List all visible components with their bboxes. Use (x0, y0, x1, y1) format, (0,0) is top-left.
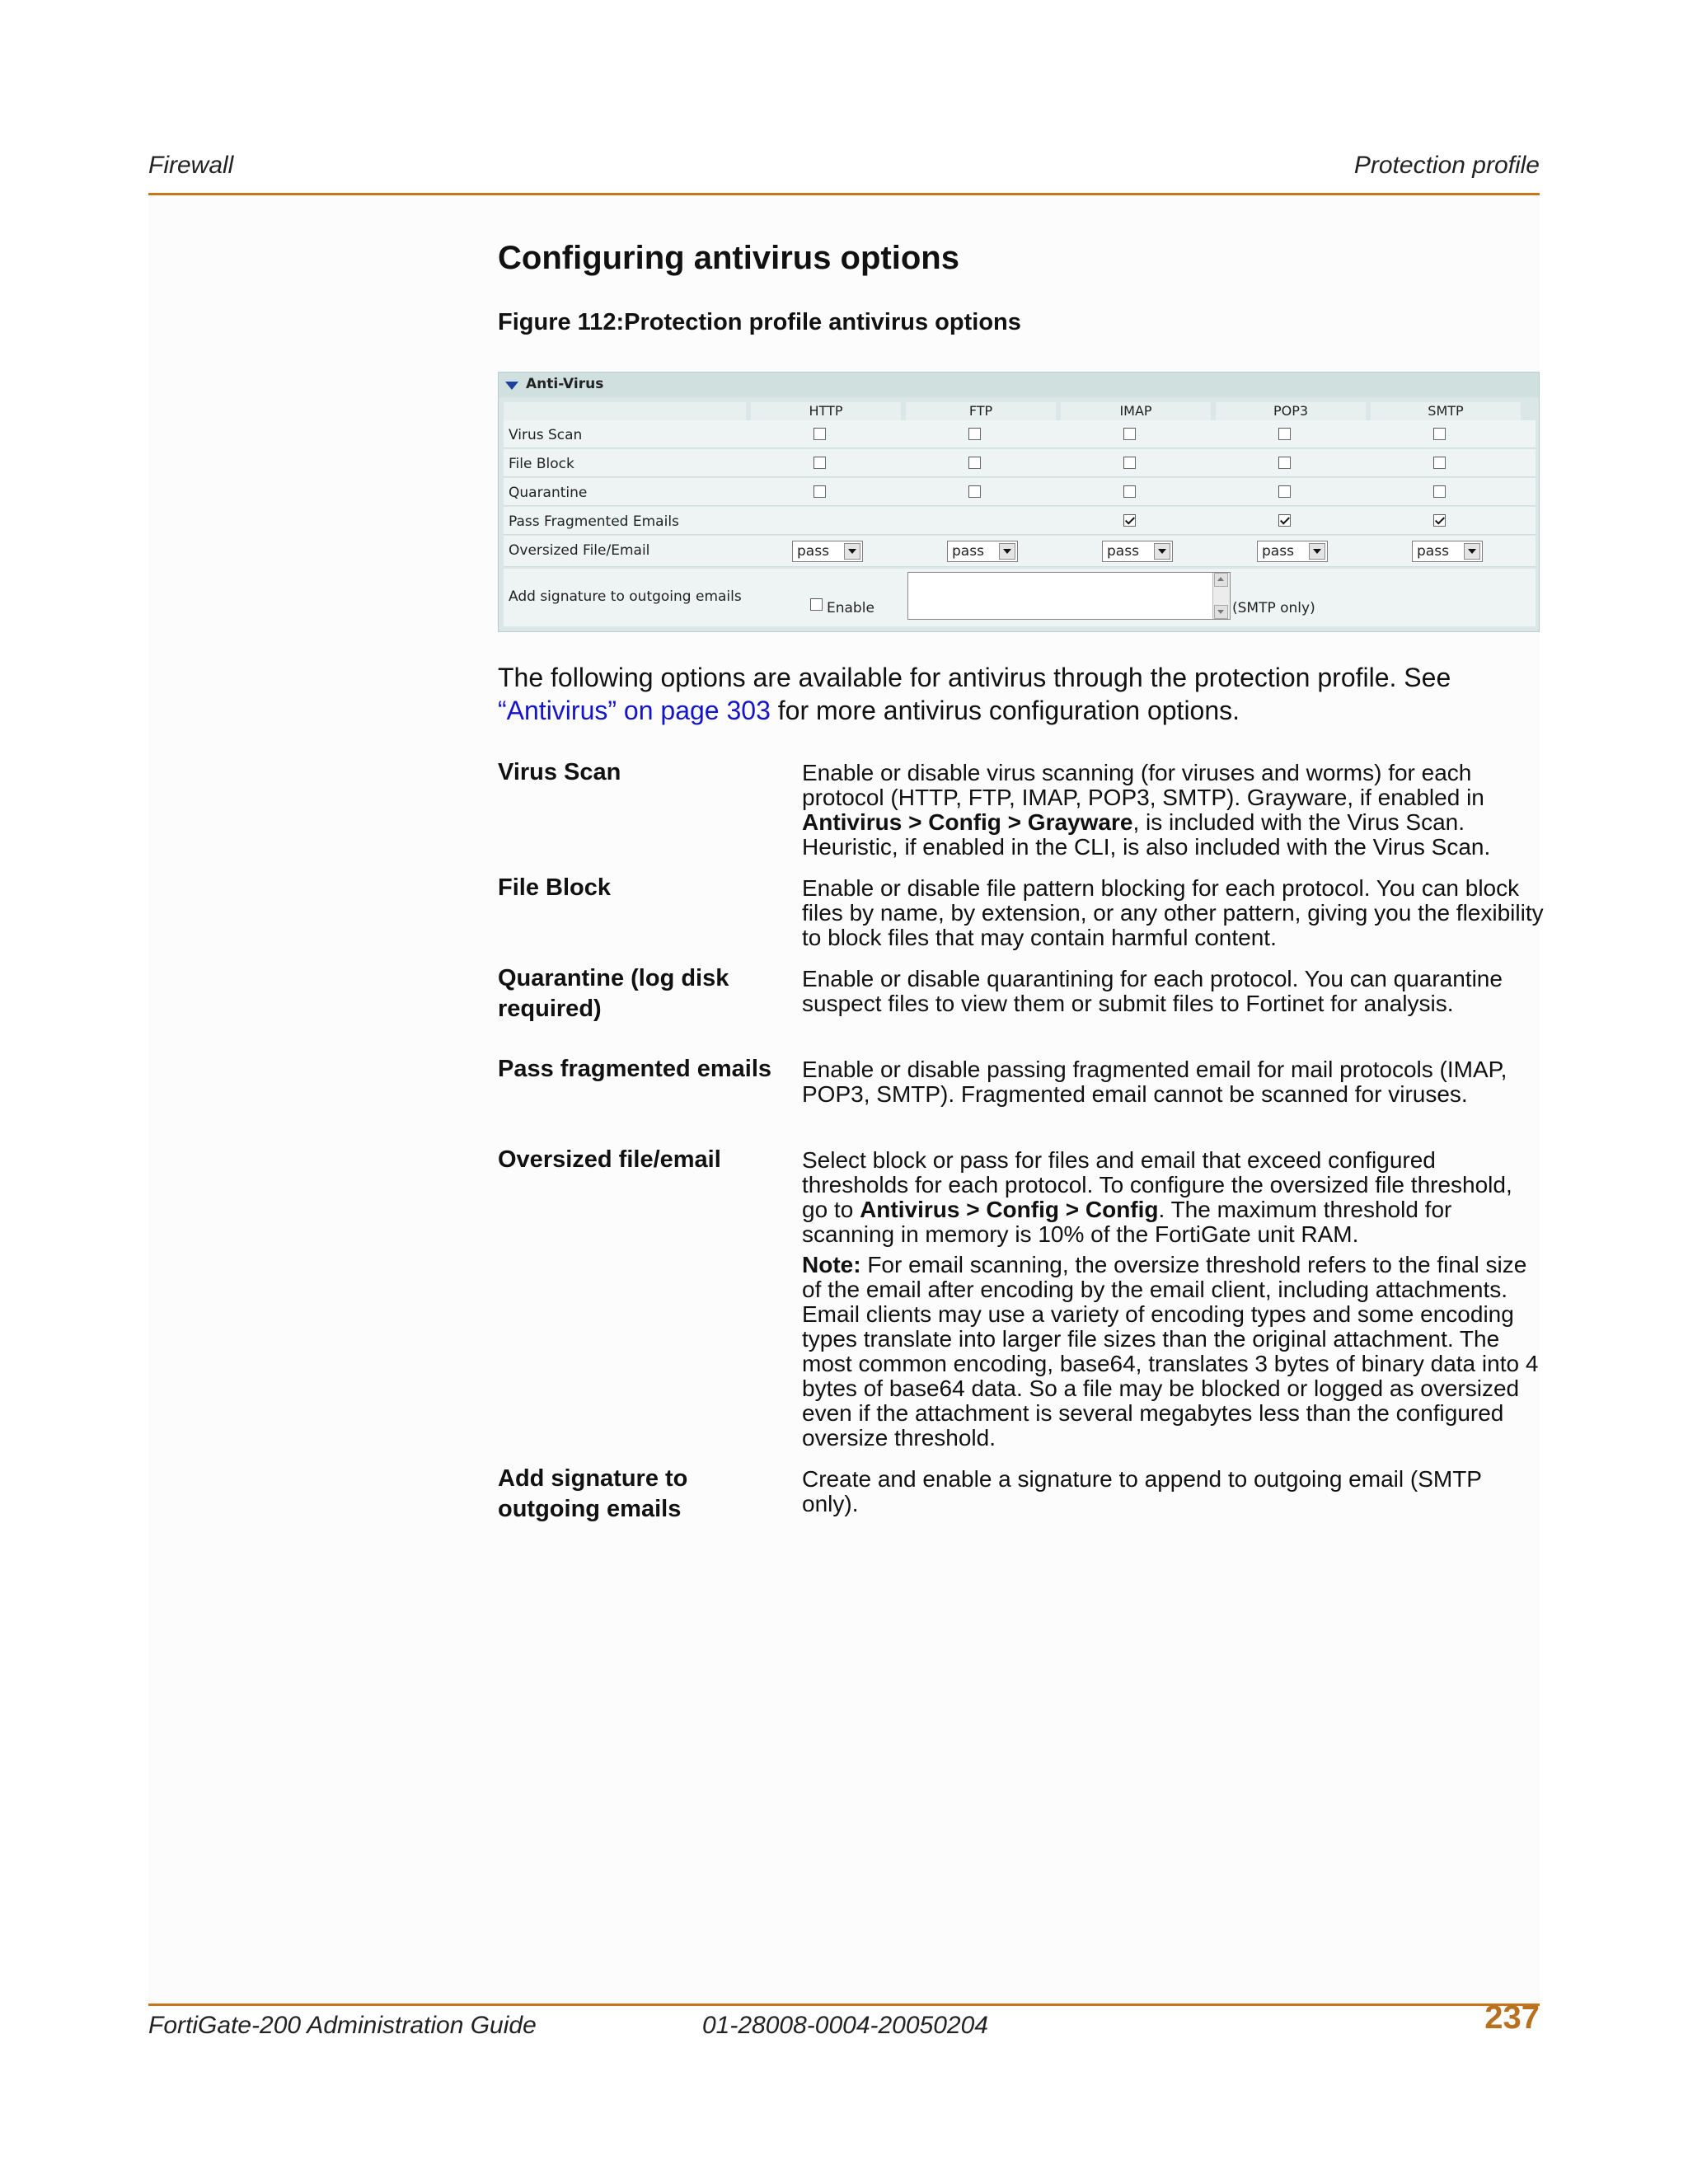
select-value: pass (1417, 543, 1449, 560)
quarantine-imap-checkbox[interactable] (1123, 485, 1136, 498)
desc-oversized (802, 1148, 1544, 1247)
footer-guide-title: FortiGate-200 Administration Guide (148, 2012, 537, 2039)
file-block-http-checkbox[interactable] (814, 457, 826, 469)
row-oversized (504, 536, 1536, 567)
note-label: Note: (802, 1252, 861, 1277)
virus-scan-pop3-checkbox[interactable] (1278, 428, 1291, 440)
desc-file-block: Enable or disable file pattern blocking for each protocol. You can block files by name, by extension, or any other pattern, giving you the flexibility to block files that may contain harmful content. (802, 875, 1544, 950)
row-label: Add signature to outgoing emails (509, 588, 742, 605)
row-label: File Block (509, 456, 574, 472)
oversized-pop3-select[interactable] (1257, 541, 1328, 562)
dropdown-arrow-icon[interactable] (844, 543, 860, 560)
header-chapter: Firewall (148, 152, 234, 179)
antivirus-panel (498, 372, 1540, 632)
menu-path: Antivirus > Config > Grayware (802, 809, 1133, 835)
dropdown-arrow-icon[interactable] (1154, 543, 1170, 560)
dropdown-arrow-icon[interactable] (1309, 543, 1325, 560)
figure-caption: Figure 112:Protection profile antivirus options (498, 309, 1021, 335)
virus-scan-imap-checkbox[interactable] (1123, 428, 1136, 440)
desc-text: . The maximum threshold for scanning in memory is 10% of the FortiGate unit RAM. (802, 1197, 1452, 1247)
intro-paragraph (498, 661, 1540, 727)
section-title: Configuring antivirus options (498, 240, 959, 276)
select-value: pass (952, 543, 984, 560)
virus-scan-http-checkbox[interactable] (814, 428, 826, 440)
select-value: pass (797, 543, 829, 560)
column-header-ftp: FTP (906, 402, 1056, 420)
row-label: Virus Scan (509, 427, 583, 443)
select-value: pass (1262, 543, 1294, 560)
column-header-http: HTTP (751, 402, 901, 420)
column-header-smtp: SMTP (1371, 402, 1521, 420)
desc-text: , is included with the Virus Scan. Heuristic, if enabled in the CLI, is also included with the Virus Scan. (802, 809, 1491, 860)
term-oversized: Oversized file/email (498, 1146, 721, 1173)
signature-enable-label: Enable (827, 600, 874, 616)
header-section: Protection profile (1353, 152, 1540, 179)
row-label: Quarantine (509, 485, 588, 501)
oversized-ftp-select[interactable] (947, 541, 1018, 562)
pass-fragmented-smtp-checkbox[interactable] (1433, 514, 1446, 527)
quarantine-smtp-checkbox[interactable] (1433, 485, 1446, 498)
desc-virus-scan (802, 761, 1544, 860)
column-header-pop3: POP3 (1216, 402, 1366, 420)
file-block-imap-checkbox[interactable] (1123, 457, 1136, 469)
desc-text: Enable or disable virus scanning (for viruses and worms) for each protocol (HTTP, FTP, IMAP, POP3, SMTP). Grayware, if enabled in (802, 760, 1484, 810)
term-add-signature: Add signature to outgoing emails (498, 1465, 688, 1522)
note-text: For email scanning, the oversize threshold refers to the final size of the email after encoding by the email client, including attachments. Email clients may use a variety of encoding types and some encoding types translate into larger file sizes than the original attachment. The most common encoding, base64, translates 3 bytes of binary data into 4 bytes of base64 data. So a file may be blocked or logged as oversized even if the attachment is several megabytes less than the configured oversize threshold. (802, 1252, 1539, 1451)
note-oversized (802, 1253, 1544, 1451)
term-file-block: File Block (498, 874, 611, 901)
signature-scrollbar[interactable] (1212, 573, 1230, 619)
term-pass-fragmented: Pass fragmented emails (498, 1056, 772, 1082)
page-number: 237 (1484, 1999, 1540, 2036)
row-file-block (504, 449, 1536, 477)
desc-pass-fragmented: Enable or disable passing fragmented email for mail protocols (IMAP, POP3, SMTP). Fragmented email cannot be scanned for viruses. (802, 1057, 1507, 1107)
virus-scan-smtp-checkbox[interactable] (1433, 428, 1446, 440)
footer-rule (148, 2004, 1540, 2006)
row-add-signature (504, 569, 1536, 626)
antivirus-page-link[interactable]: “Antivirus” on page 303 (498, 696, 771, 725)
pass-fragmented-pop3-checkbox[interactable] (1278, 514, 1291, 527)
collapse-triangle-icon[interactable] (505, 382, 518, 390)
file-block-smtp-checkbox[interactable] (1433, 457, 1446, 469)
desc-quarantine: Enable or disable quarantining for each protocol. You can quarantine suspect files to view them or submit files to Fortinet for analysis. (802, 966, 1503, 1016)
signature-textarea[interactable] (907, 572, 1231, 620)
file-block-pop3-checkbox[interactable] (1278, 457, 1291, 469)
row-virus-scan (504, 420, 1536, 448)
scroll-up-arrow-icon[interactable] (1214, 573, 1228, 587)
term-virus-scan: Virus Scan (498, 759, 621, 785)
intro-text-before: The following options are available for antivirus through the protection profile. See (498, 663, 1451, 692)
desc-add-signature: Create and enable a signature to append to outgoing email (SMTP only). (802, 1466, 1482, 1516)
scroll-down-arrow-icon[interactable] (1214, 605, 1228, 619)
row-label: Pass Fragmented Emails (509, 513, 679, 530)
row-pass-fragmented (504, 507, 1536, 535)
oversized-imap-select[interactable] (1102, 541, 1173, 562)
signature-smtp-only-note: (SMTP only) (1232, 600, 1315, 616)
antivirus-panel-title: Anti-Virus (526, 376, 604, 392)
intro-text-after: for more antivirus configuration options. (770, 696, 1240, 725)
header-rule (148, 193, 1540, 195)
oversized-http-select[interactable] (792, 541, 863, 562)
quarantine-ftp-checkbox[interactable] (968, 485, 981, 498)
oversized-smtp-select[interactable] (1412, 541, 1483, 562)
term-quarantine: Quarantine (log disk required) (498, 965, 729, 1022)
antivirus-panel-titlebar[interactable] (499, 373, 1539, 397)
footer-document-id: 01-28008-0004-20050204 (702, 2012, 988, 2039)
row-label: Oversized File/Email (509, 542, 650, 559)
pass-fragmented-imap-checkbox[interactable] (1123, 514, 1136, 527)
signature-enable-checkbox[interactable] (810, 598, 823, 611)
desc-text: Select block or pass for files and email that exceed configured thresholds for each protocol. To configure the oversized file threshold, go to (802, 1147, 1512, 1222)
select-value: pass (1107, 543, 1139, 560)
column-header-imap: IMAP (1061, 402, 1211, 420)
menu-path: Antivirus > Config > Config (860, 1197, 1159, 1222)
column-header-blank (504, 402, 746, 420)
dropdown-arrow-icon[interactable] (999, 543, 1015, 560)
row-quarantine (504, 478, 1536, 506)
quarantine-pop3-checkbox[interactable] (1278, 485, 1291, 498)
dropdown-arrow-icon[interactable] (1464, 543, 1480, 560)
virus-scan-ftp-checkbox[interactable] (968, 428, 981, 440)
quarantine-http-checkbox[interactable] (814, 485, 826, 498)
file-block-ftp-checkbox[interactable] (968, 457, 981, 469)
